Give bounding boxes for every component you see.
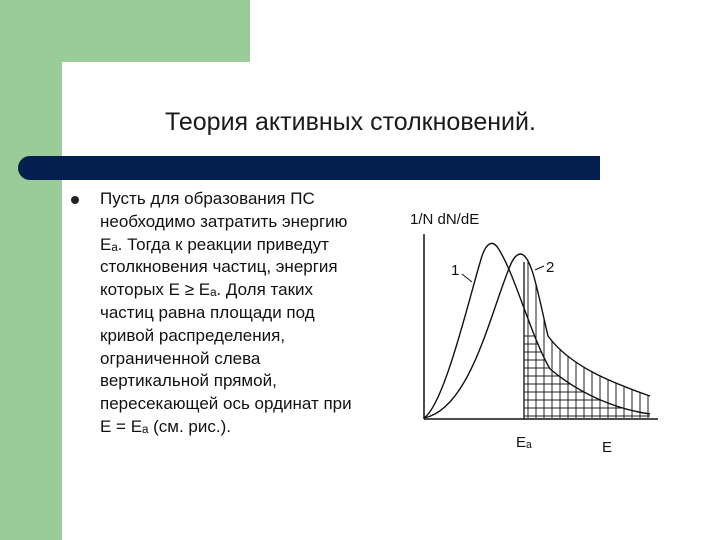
- body-line: вертикальной прямой,: [100, 371, 277, 391]
- body-line: столкновения частиц, энергия: [100, 257, 338, 277]
- body-line: пересекающей ось ординат при: [100, 394, 352, 414]
- figure-background: [410, 204, 680, 464]
- ea-label: Eₐ: [516, 434, 532, 451]
- body-line: Пусть для образования ПС: [100, 189, 315, 208]
- body-line: необходимо затратить энергию: [100, 211, 348, 231]
- title-underline-bar: [18, 156, 600, 180]
- bullet-icon: [71, 196, 79, 204]
- body-line: E = Eₐ (см. рис.).: [100, 416, 231, 436]
- x-axis-label: E: [602, 439, 613, 456]
- green-top-decoration: [0, 0, 250, 62]
- body-line: ограниченной слева: [100, 348, 261, 368]
- green-sidebar-decoration: [0, 0, 62, 540]
- slide-title: Теория активных столкновений.: [165, 108, 536, 136]
- body-line: которых E ≥ Eₐ. Доля таких: [100, 280, 313, 300]
- curve-2-label: 2: [546, 259, 555, 276]
- body-line: кривой распределения,: [100, 325, 286, 345]
- body-line: Eₐ. Тогда к реакции приведут: [100, 234, 329, 254]
- distribution-figure: [410, 204, 680, 464]
- curve-1-label: 1: [451, 262, 460, 279]
- y-axis-label: 1/N dN/dE: [410, 211, 480, 228]
- body-line: частиц равна площади под: [100, 302, 315, 322]
- bullet-text: [100, 188, 352, 439]
